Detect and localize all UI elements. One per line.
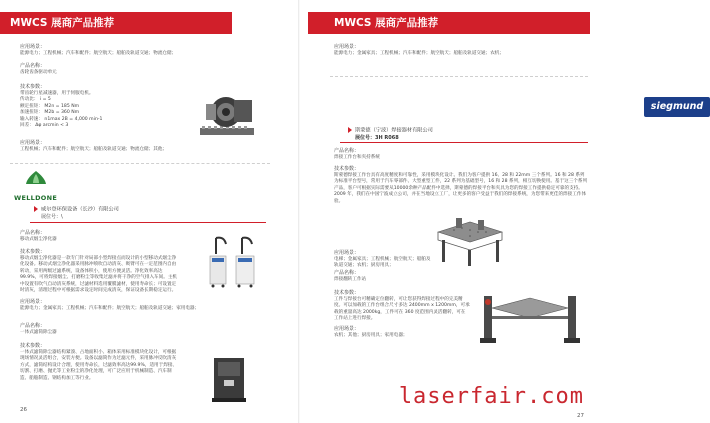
product1-tech-block: [20, 84, 190, 129]
section-label: 产品名称：: [20, 230, 46, 236]
company2-product2-name: [20, 323, 240, 336]
section-label: 应用场景：: [334, 250, 360, 256]
red-divider: [340, 142, 588, 143]
turnover-station-image: [478, 282, 582, 348]
right-page: [300, 0, 704, 423]
section-label: 应用场景：: [20, 299, 46, 305]
section-label: 技术参数：: [334, 290, 360, 296]
product1-app: [334, 250, 434, 270]
booth-number: 展位号：\: [41, 213, 63, 220]
tech-text: 移动式烟尘净化器是一款专门针对局部小型焊接点而设计的小型移动式烟尘净化设备。移动式烟尘净化器采用脉冲喷吹自动清灰、吸臂可在一定范围内自由转动，采用两级过滤系统，设备体积小，使用方便灵活。净化效率高达99.9%，可将焊接烟尘、打磨粉尘等收集过滤并将干净的空气排入车间。主机中设置有吹气自动清灰系统，过滤材料选用覆膜滤材，使用寿命长；可设置定时清灰，清理过程中可根据需求设定时间完成清灰，保证设备长期稳定运行。: [20, 256, 178, 294]
section-label: 产品名称：: [20, 63, 46, 69]
company2-info: [34, 206, 254, 221]
product-name: 移动式烟尘净化器: [20, 237, 57, 242]
site-url: laserfair.com: [398, 384, 584, 409]
tech-text: 斯蒙德焊接工作台具有高度精度和可靠性，采用模块化设计。我们为客户提供 16、28 和 22mm 三个系列。16 和 28 系列为标准平台型号，常用于汽车零部件、大型重型工件，22 系列为基础型号，16 和 28 系列，相互切换使用。基于这三个系列产品，客户可根据实际需要从10000余种产品配件中选择，斯蒙德的焊接平台和夹具为您的焊接工作提供稳定可靠的支持。2009 年，我们在中国宁波成立公司，并在当地设立工厂，让更多的客户受益于我们的焊接系统，为您带来更佳的焊接工作体验。: [334, 173, 588, 204]
left-page: [0, 0, 300, 423]
company-info: [348, 127, 568, 142]
product1-app-block: [20, 44, 190, 57]
company2-tech2: [20, 343, 180, 402]
top-app-block: [334, 44, 564, 57]
body-text: 能源电力；工程机械；汽车和配件；航空航天；船舶及轨道交通；物流仓储；: [20, 51, 177, 56]
company2-tech: [20, 249, 180, 300]
tech-text: 一体式滤筒除尘器结构紧凑、占地面积小、箱体采用标准模块化设计，可根据现场情况灵活组合，安装方便。设备以滤筒作为过滤元件，采用脉冲反吹清灰方式，滤筒结构设计合理，使用寿命长，过滤效率高达99.9%，适用于焊接、切割、打磨、抛光等工业粉尘的净化处理，可广泛应用于机械制造、汽车制造、船舶制造、钢结构加工等行业。: [20, 350, 178, 381]
product-name: 一体式滤筒除尘器: [20, 330, 57, 335]
tech-line: 带齿轮行星减速器，用于伺服电机。: [20, 91, 94, 96]
siegmund-logo: siegmund: [644, 97, 710, 117]
company-name: 威尔登环保设备（长沙）有限公司: [41, 206, 119, 213]
tech-line: 额定扭矩： M2n = 185 Nm: [20, 103, 80, 109]
product2-app: [334, 326, 470, 339]
product1-name: [334, 148, 554, 161]
company-name: 斯蒙德（宁波）焊接器材有限公司: [355, 127, 433, 134]
company2-app: [20, 299, 250, 312]
product1-tech: [334, 166, 588, 212]
tech-line: 加速扭矩： M2b = 360 Nm: [20, 110, 80, 116]
welding-table-image: [430, 210, 508, 268]
section-label: 应用场景：: [334, 326, 360, 332]
section-label: 技术参数：: [334, 166, 360, 172]
tech-text: 工件与焊接台可精确定位翻转，可让您获得焊接过程中的完美精度。可以加载的工作台组合尺寸多达 2400mm x 1200mm，可承载的重量高达 2000kg，工件可在 360 度范围内灵活翻转，可在工作站上进行焊接。: [334, 297, 470, 322]
fume-extractor-image: [202, 234, 264, 296]
welldone-logo-icon: [14, 170, 58, 194]
section-label: 产品名称：: [334, 148, 360, 154]
tech-line: 传动比： i = 5: [20, 97, 51, 103]
section-label: 产品名称：: [20, 323, 46, 329]
section-label: 产品名称：: [334, 270, 360, 276]
product-name: 焊接翻转工作站: [334, 277, 367, 282]
product-name: 齿轮齿条驱动单元: [20, 70, 57, 75]
product1-name-block: [20, 63, 190, 76]
welldone-logo-text: WELLDONE: [14, 194, 58, 202]
booth-number: 展位号：3H R068: [355, 134, 399, 141]
body-text: 能源电力；金属家具；工程机械；汽车和配件；航空航天；船舶及轨道交通；家用电器；: [20, 306, 200, 311]
section-label: 应用场景：: [334, 44, 360, 50]
page-number: 27: [577, 413, 584, 419]
arrow-icon: [34, 206, 38, 212]
body-text: 工程机械；汽车和配件；航空航天；船舶及轨道交通；物流仓储；其他；: [20, 147, 168, 152]
body-text: 能源电力；金属家具；工程机械；汽车和配件；航空航天；船舶及轨道交通；农机；: [334, 51, 504, 56]
welldone-logo: [14, 170, 58, 202]
left-header: MWCS 展商产品推荐: [0, 12, 232, 34]
section-label: 技术参数：: [20, 84, 46, 90]
tech-line: 回差： Δφ arcmin < 3: [20, 123, 69, 129]
divider: [10, 163, 270, 164]
tech-line: 输入转速： n1max 2B = 4,000 min-1: [20, 116, 103, 122]
body-text: 农机；其他；厨房用具；家用电器；: [334, 333, 408, 338]
section-label: 应用场景：: [20, 44, 46, 50]
product-name: 焊接工作台和夹持系统: [334, 155, 380, 160]
arrow-icon: [348, 127, 352, 133]
red-divider: [30, 222, 266, 223]
product2-tech: [334, 290, 470, 327]
right-header: MWCS 展商产品推荐: [308, 12, 590, 34]
divider: [330, 76, 588, 77]
dust-collector-image: [202, 352, 258, 406]
page-number: 26: [20, 407, 27, 413]
rack-drive-image: [196, 82, 258, 152]
product1-app2-block: [20, 140, 220, 153]
body-text: 电梯；金属家具；工程机械；航空航天；船舶及轨道交通；农机；厨房用具；: [334, 257, 431, 269]
section-label: 技术参数：: [20, 249, 46, 255]
section-label: 应用场景：: [20, 140, 46, 146]
section-label: 技术参数：: [20, 343, 46, 349]
